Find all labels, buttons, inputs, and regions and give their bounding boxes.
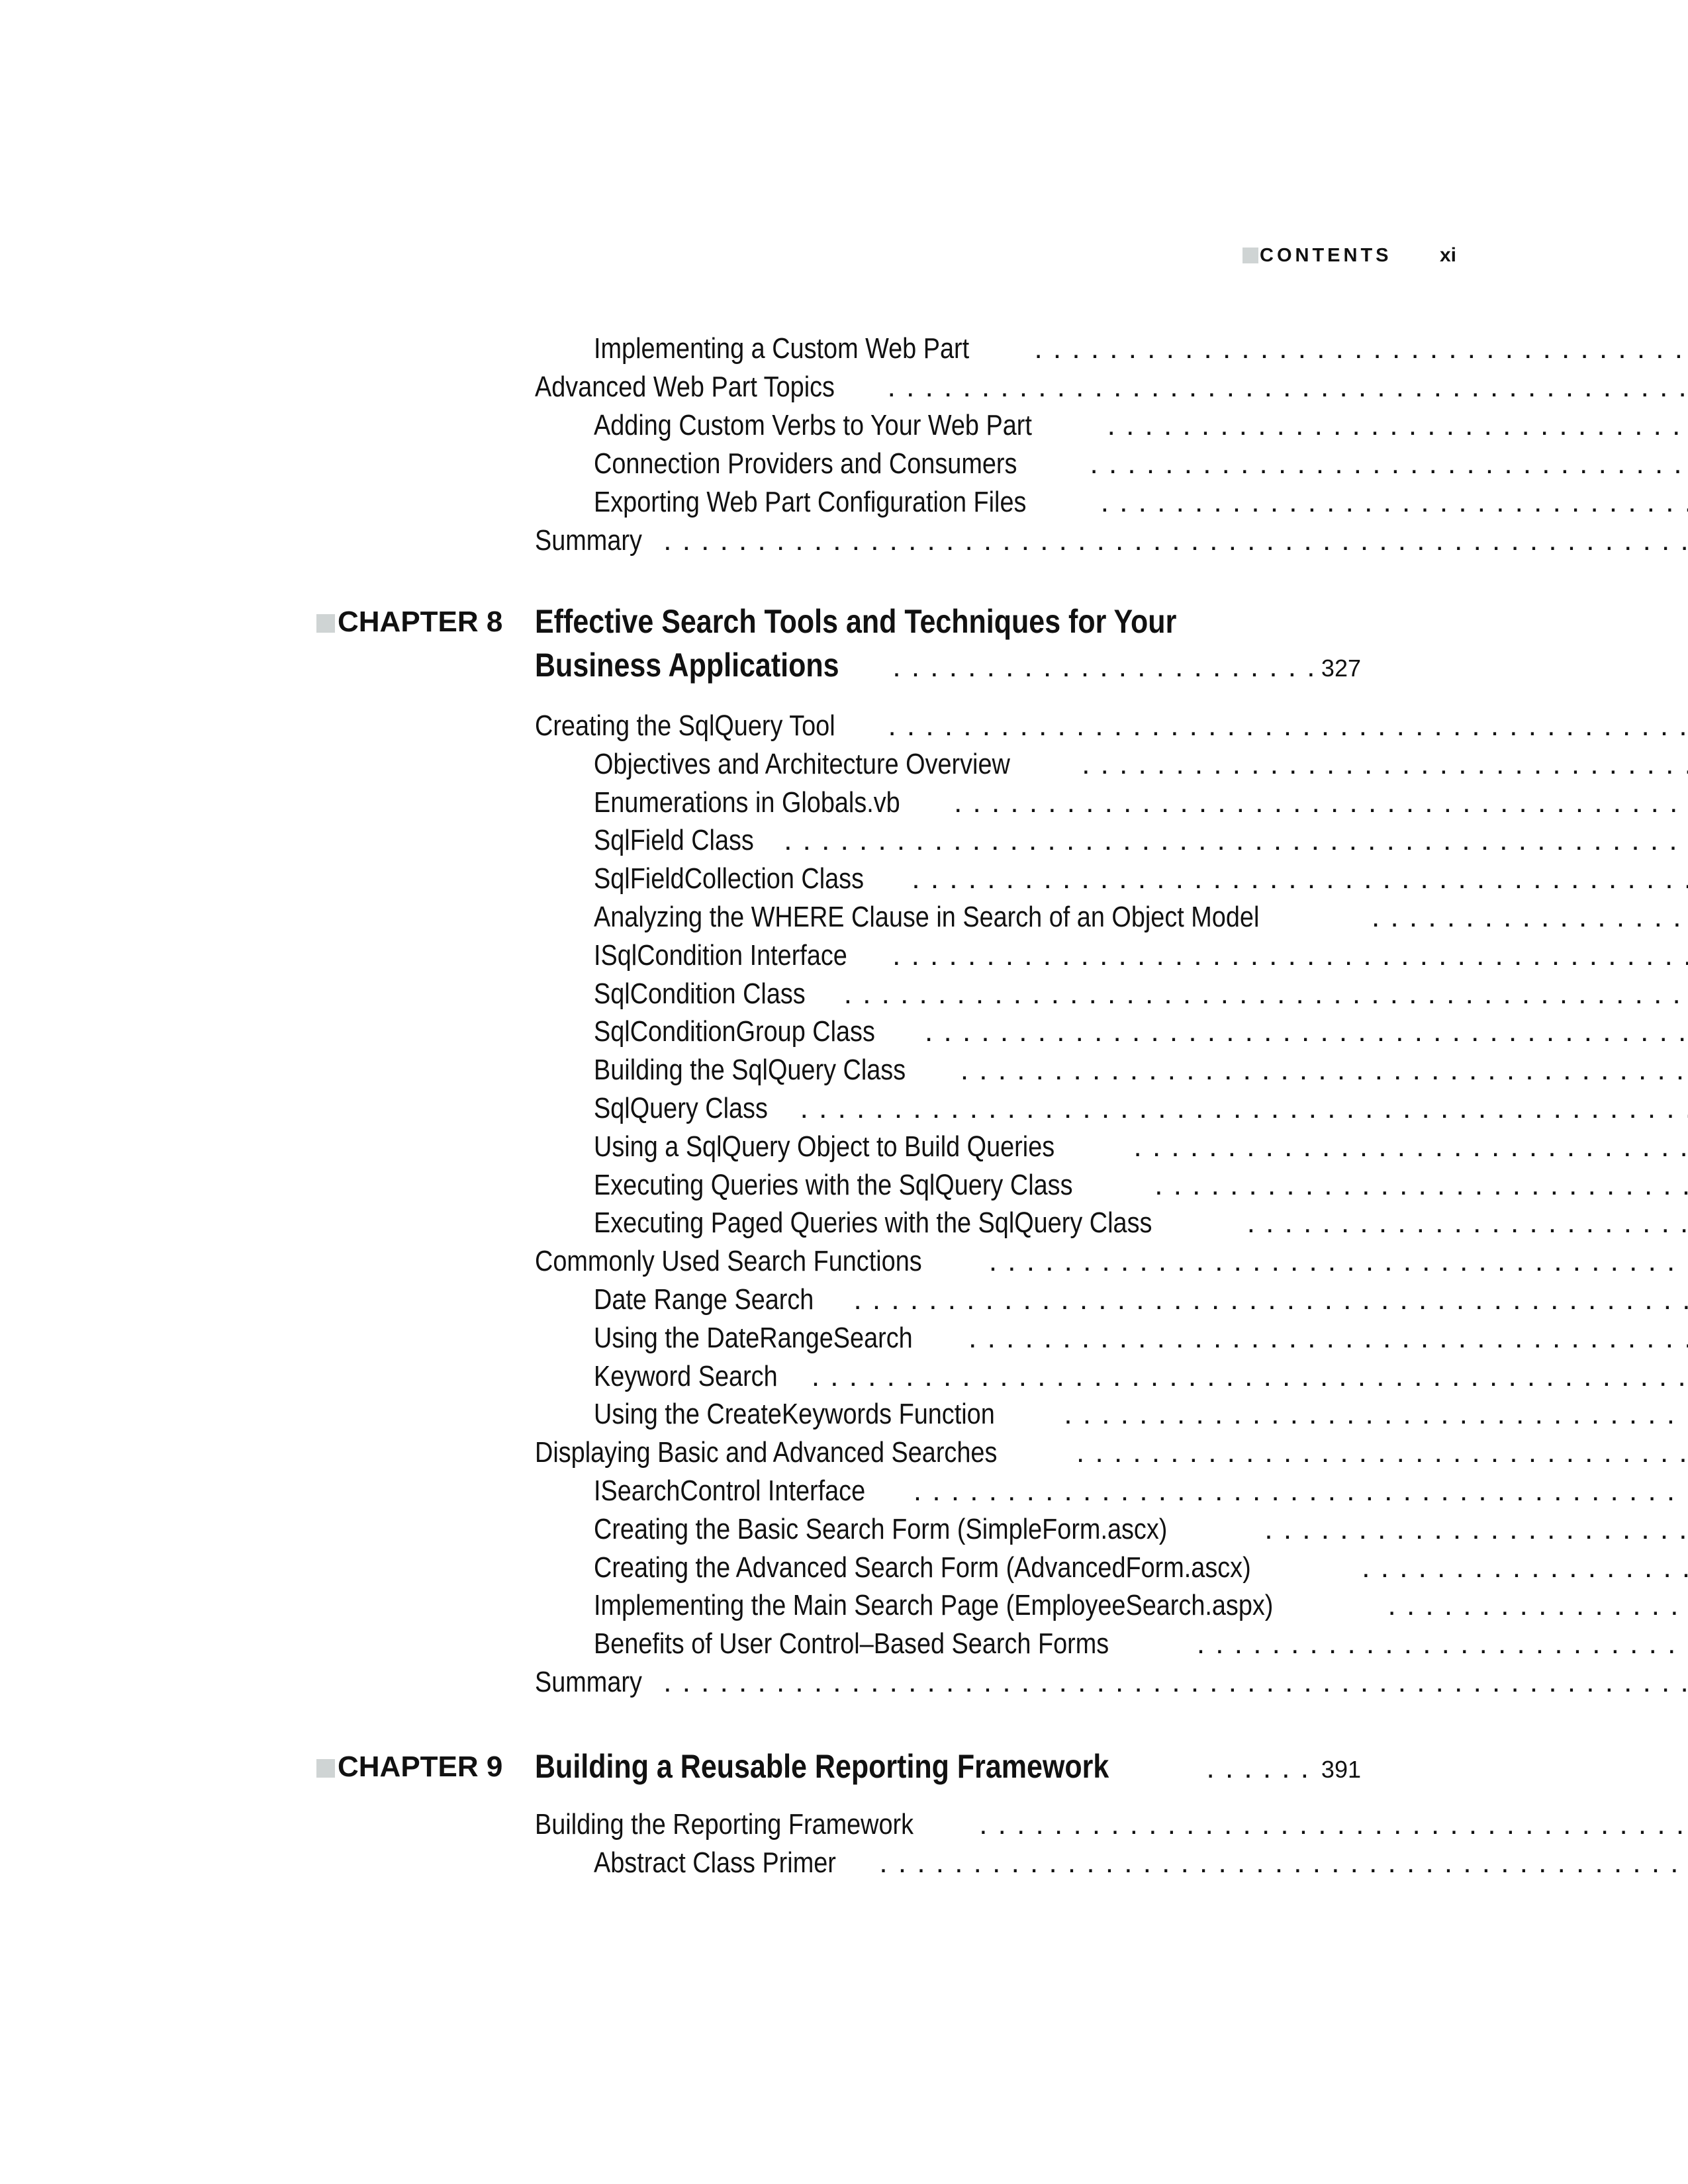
toc-entry[interactable] — [0, 1395, 1688, 1433]
toc-entry-title: Advanced Web Part Topics — [535, 371, 835, 403]
dot-leader — [1264, 1510, 1688, 1549]
dot-leader — [1372, 898, 1688, 936]
toc-entry-title: Enumerations in Globals.vb — [594, 786, 900, 819]
running-head — [0, 242, 1688, 269]
chapter-8-title-line1-text: Effective Search Tools and Techniques for Your — [535, 603, 1177, 640]
toc-entry[interactable] — [0, 1013, 1688, 1051]
chapter-9-title: Building a Reusable Reporting Framework — [535, 1748, 1109, 1785]
dot-leader — [1247, 1204, 1688, 1242]
dot-leader — [925, 1013, 1688, 1051]
toc-entry-title: Building the SqlQuery Class — [594, 1054, 906, 1087]
chapter-8-page: 327 — [1321, 655, 1361, 682]
toc-entry-title: Using a SqlQuery Object to Build Queries — [594, 1130, 1055, 1163]
dot-leader — [914, 1472, 1688, 1510]
dot-leader — [1388, 1586, 1688, 1625]
dot-leader — [968, 1319, 1688, 1357]
dot-leader — [1154, 1166, 1688, 1205]
toc-entry[interactable] — [0, 406, 1688, 445]
toc-entry-title: Commonly Used Search Functions — [535, 1245, 922, 1278]
toc-entry-title: ISearchControl Interface — [594, 1475, 866, 1507]
toc-entry-title: Implementing the Main Search Page (EmployeeSearch.aspx) — [594, 1589, 1274, 1622]
toc-entry-title: Date Range Search — [594, 1283, 814, 1316]
toc-entry[interactable] — [0, 1128, 1688, 1166]
chapter-8-label-text: CHAPTER 8 — [338, 606, 503, 638]
dot-leader — [979, 1805, 1688, 1844]
toc-entry[interactable] — [0, 707, 1688, 745]
toc-entry-title: ISqlCondition Interface — [594, 938, 847, 972]
toc-entry-title: Adding Custom Verbs to Your Web Part — [594, 409, 1032, 441]
dot-leader — [888, 368, 1688, 406]
running-head-label: CONTENTS — [1260, 245, 1392, 266]
dot-leader — [1034, 330, 1688, 368]
toc-entry[interactable] — [0, 1586, 1688, 1625]
toc-entry-title: Objectives and Architecture Overview — [594, 747, 1010, 780]
toc-entry[interactable] — [0, 1166, 1688, 1205]
toc-entry[interactable] — [0, 821, 1688, 860]
toc-entry[interactable] — [0, 1549, 1688, 1587]
dot-leader — [989, 1242, 1688, 1281]
toc-entry[interactable] — [0, 1472, 1688, 1510]
toc-entry[interactable] — [0, 1089, 1688, 1128]
toc-entry[interactable] — [0, 936, 1688, 975]
dot-leader — [784, 821, 1688, 860]
dot-leader — [853, 1281, 1688, 1319]
toc-entry-title: Using the DateRangeSearch — [594, 1321, 913, 1354]
toc-entry-title: Benefits of User Control–Based Search Forms — [594, 1627, 1109, 1661]
dot-leader — [812, 1357, 1688, 1396]
toc-entry-title: Summary — [535, 1666, 642, 1698]
toc-entry[interactable] — [0, 1625, 1688, 1663]
chapter-9-page: 391 — [1321, 1756, 1361, 1783]
toc-entry[interactable] — [0, 522, 1688, 560]
toc-entry-title: Analyzing the WHERE Clause in Search of an Object Model — [594, 901, 1260, 933]
chapter-9-title-entry[interactable] — [0, 1745, 1361, 1788]
toc-entry[interactable] — [0, 860, 1688, 898]
toc-entry-title: Summary — [535, 524, 642, 557]
toc-entry-title: SqlQuery Class — [594, 1092, 768, 1124]
toc-entry[interactable] — [0, 1319, 1688, 1357]
toc-entry[interactable] — [0, 745, 1688, 784]
dot-leader — [800, 1089, 1688, 1128]
toc-entry[interactable] — [0, 1357, 1688, 1396]
toc-entry-title: Creating the Basic Search Form (SimpleForm.ascx) — [594, 1512, 1168, 1545]
toc-entry[interactable] — [0, 483, 1688, 522]
dot-leader — [1101, 483, 1688, 522]
dot-leader — [912, 860, 1688, 898]
toc-entry[interactable] — [0, 898, 1688, 936]
chapter-8-label — [316, 602, 502, 642]
toc-entry-title: Connection Providers and Consumers — [594, 447, 1017, 480]
toc-entry[interactable] — [0, 1510, 1688, 1549]
toc-entry-title: SqlField Class — [594, 824, 754, 857]
dot-leader — [892, 936, 1688, 975]
dot-leader — [892, 645, 1317, 689]
dot-leader — [1090, 445, 1688, 483]
toc-entry[interactable] — [0, 975, 1688, 1013]
chapter-8-title-entry[interactable] — [0, 643, 1361, 687]
dot-leader — [663, 1663, 1688, 1702]
toc-entry-title: Using the CreateKeywords Function — [594, 1398, 995, 1431]
dot-leader — [961, 1051, 1688, 1089]
section-marker-icon — [1243, 248, 1258, 263]
toc-entry-title: Keyword Search — [594, 1359, 778, 1392]
toc-entry-title: Displaying Basic and Advanced Searches — [535, 1436, 998, 1469]
dot-leader — [1134, 1128, 1688, 1166]
chapter-9-label-text: CHAPTER 9 — [338, 1751, 503, 1783]
dot-leader — [954, 784, 1688, 822]
toc-entry-title: Creating the Advanced Search Form (AdvancedForm.ascx) — [594, 1551, 1251, 1584]
dot-leader — [844, 975, 1688, 1013]
toc-entry[interactable] — [0, 368, 1688, 406]
dot-leader — [1107, 406, 1688, 445]
toc-entry[interactable] — [0, 445, 1688, 483]
dot-leader — [1362, 1549, 1688, 1587]
toc-entry-title: SqlConditionGroup Class — [594, 1015, 875, 1048]
toc-entry[interactable] — [0, 784, 1688, 822]
dot-leader — [1197, 1625, 1688, 1663]
dot-leader — [1082, 745, 1688, 784]
chapter-8-title-line1[interactable] — [535, 600, 1281, 643]
dot-leader — [879, 1844, 1688, 1882]
chapter-marker-icon — [316, 614, 335, 633]
toc-entry[interactable] — [0, 1281, 1688, 1319]
toc-entry-title: SqlFieldCollection Class — [594, 862, 865, 895]
toc-entry-title: Building the Reporting Framework — [535, 1808, 914, 1841]
toc-entry-title: Exporting Web Part Configuration Files — [594, 486, 1027, 518]
dot-leader — [1207, 1747, 1317, 1790]
page-number: xi — [1440, 244, 1457, 266]
toc-entry[interactable] — [0, 1433, 1688, 1472]
toc-entry-title: SqlCondition Class — [594, 977, 806, 1010]
toc-entry-title: Executing Queries with the SqlQuery Class — [594, 1168, 1073, 1201]
toc-entry-title: Creating the SqlQuery Tool — [535, 709, 835, 742]
dot-leader — [1076, 1433, 1688, 1472]
toc-entry[interactable] — [0, 1051, 1688, 1089]
dot-leader — [888, 707, 1688, 745]
toc-entry-title: Executing Paged Queries with the SqlQuery Class — [594, 1206, 1152, 1240]
toc-entry[interactable] — [0, 330, 1688, 368]
toc-entry[interactable] — [0, 1844, 1688, 1882]
toc-entry[interactable] — [0, 1663, 1688, 1702]
dot-leader — [1064, 1395, 1688, 1433]
toc-entry[interactable] — [0, 1805, 1688, 1844]
toc-entry[interactable] — [0, 1242, 1688, 1281]
dot-leader — [663, 522, 1688, 560]
toc-entry-title: Abstract Class Primer — [594, 1846, 836, 1879]
chapter-8-title-line2: Business Applications — [535, 647, 839, 684]
toc-entry-title: Implementing a Custom Web Part — [594, 332, 970, 365]
toc-entry[interactable] — [0, 1204, 1688, 1242]
